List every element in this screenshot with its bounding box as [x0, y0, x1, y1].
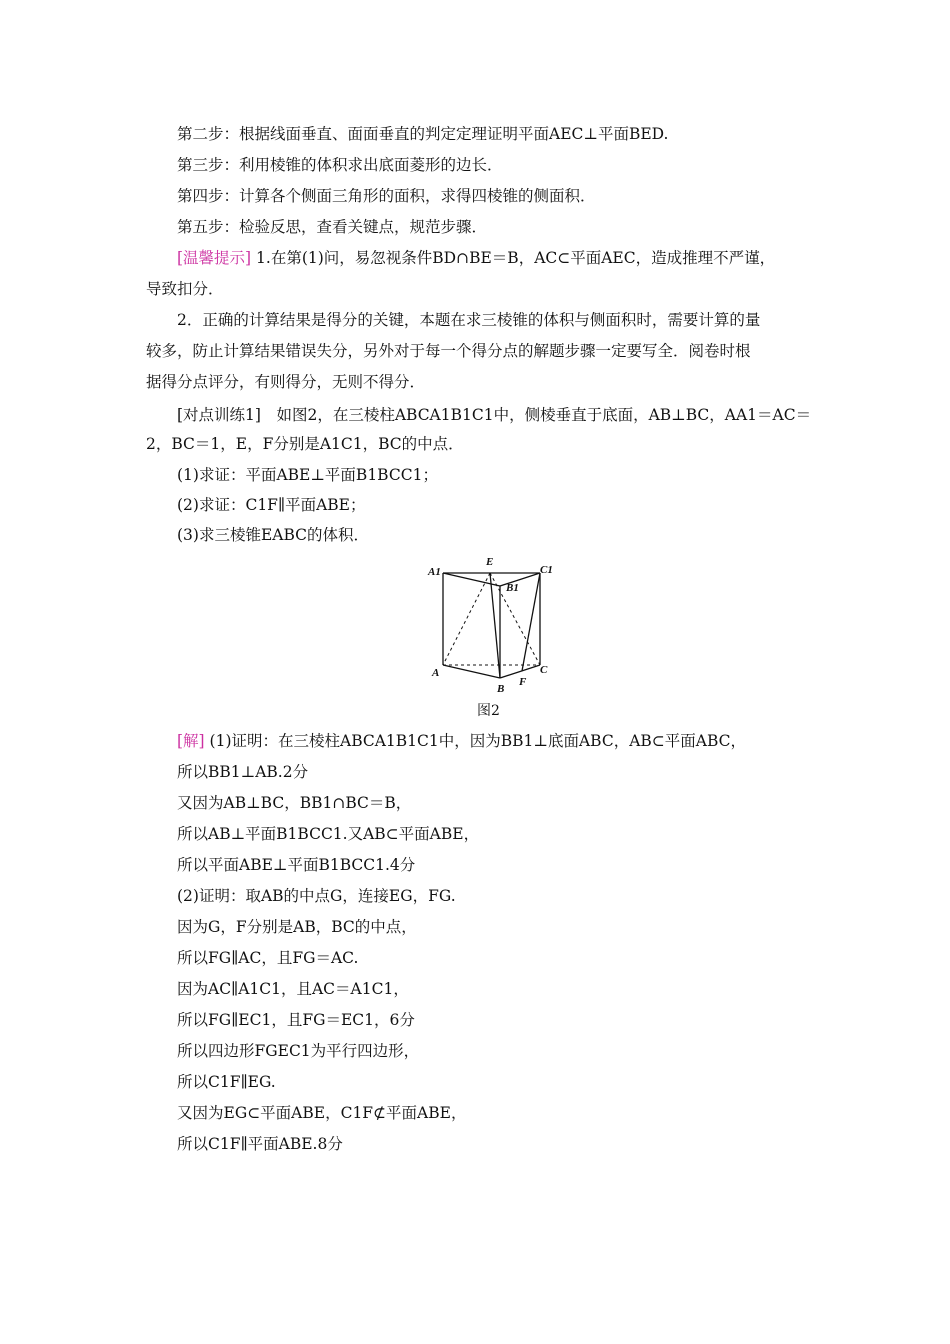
solution-l2: 所以BB1⊥AB.2分: [177, 763, 309, 781]
solution-l10: 所以FG∥EC1，且FG＝EC1，6分: [177, 1011, 415, 1029]
label-c1: C1: [540, 564, 553, 576]
label-e: E: [486, 556, 494, 568]
solution-l14: 所以C1F∥平面ABE.8分: [177, 1135, 343, 1153]
question-1: (1)求证：平面ABE⊥平面B1BCC1；: [177, 466, 438, 484]
label-c: C: [540, 664, 548, 676]
solution-line-1: [177, 731, 746, 751]
tip-p2-line1: 2．正确的计算结果是得分的关键，本题在求三棱锥的体积与侧面积时，需要计算的量: [177, 311, 761, 329]
label-b1: B1: [506, 582, 519, 594]
tip-p2-line2: 较多，防止计算结果错误失分，另外对于每一个得分点的解题步骤一定要写全．阅卷时根: [146, 342, 751, 360]
exercise-line1: [对点训练1] 如图2，在三棱柱ABCA1B1C1中，侧棱垂直于底面，AB⊥BC，AA1＝AC＝: [177, 406, 812, 424]
segment-ea-hidden: [443, 573, 490, 665]
step-5: 第五步：检验反思，查看关键点，规范步骤．: [177, 218, 488, 236]
solution-l8: 所以FG∥AC，且FG＝AC.: [177, 949, 359, 967]
step-3: 第三步：利用棱锥的体积求出底面菱形的边长．: [177, 156, 503, 174]
label-b: B: [497, 683, 505, 693]
solution-l13: 又因为EG⊂平面ABE，C1F⊄平面ABE，: [177, 1104, 467, 1122]
label-f: F: [519, 676, 527, 688]
solution-l3: 又因为AB⊥BC，BB1∩BC＝B，: [177, 794, 412, 812]
label-a1: A1: [428, 566, 441, 578]
question-3: (3)求三棱锥EABC的体积．: [177, 526, 370, 544]
tip-paragraph-1: [177, 248, 775, 268]
solution-l1: (1)证明：在三棱柱ABCA1B1C1中，因为BB1⊥底面ABC，AB⊂平面ABC，: [209, 732, 747, 750]
solution-l9: 因为AC∥A1C1，且AC＝A1C1，: [177, 980, 409, 998]
solution-l6: (2)证明：取AB的中点G，连接EG，FG.: [177, 887, 456, 905]
prism-figure: [420, 553, 560, 693]
solution-l12: 所以C1F∥EG.: [177, 1073, 276, 1091]
step-4: 第四步：计算各个侧面三角形的面积，求得四棱锥的侧面积．: [177, 187, 596, 205]
solution-l5: 所以平面ABE⊥平面B1BCC1.4分: [177, 856, 416, 874]
tip-p1-line2: 导致扣分．: [146, 280, 224, 298]
tip-p1-line1: 1.在第(1)问，易忽视条件BD∩BE＝B，AC⊂平面AEC，造成推理不严谨，: [256, 249, 776, 267]
solution-l7: 因为G，F分别是AB，BC的中点，: [177, 918, 417, 936]
solution-l11: 所以四边形FGEC1为平行四边形，: [177, 1042, 420, 1060]
tip-label: [温馨提示]: [177, 249, 252, 267]
label-a: A: [432, 667, 440, 679]
solution-label: [解]: [177, 732, 205, 750]
segment-eb: [490, 573, 500, 678]
figure-caption: 图2: [477, 703, 500, 719]
tip-p2-line3: 据得分点评分，有则得分，无则不得分．: [146, 373, 426, 391]
exercise-line2: 2，BC＝1，E，F分别是A1C1，BC的中点．: [146, 435, 464, 453]
solution-l4: 所以AB⊥平面B1BCC1.又AB⊂平面ABE，: [177, 825, 480, 843]
edge-ab: [443, 665, 500, 678]
segment-c1f: [522, 573, 540, 671]
question-2: (2)求证：C1F∥平面ABE；: [177, 496, 366, 514]
step-2: 第二步：根据线面垂直、面面垂直的判定定理证明平面AEC⊥平面BED.: [177, 125, 669, 143]
